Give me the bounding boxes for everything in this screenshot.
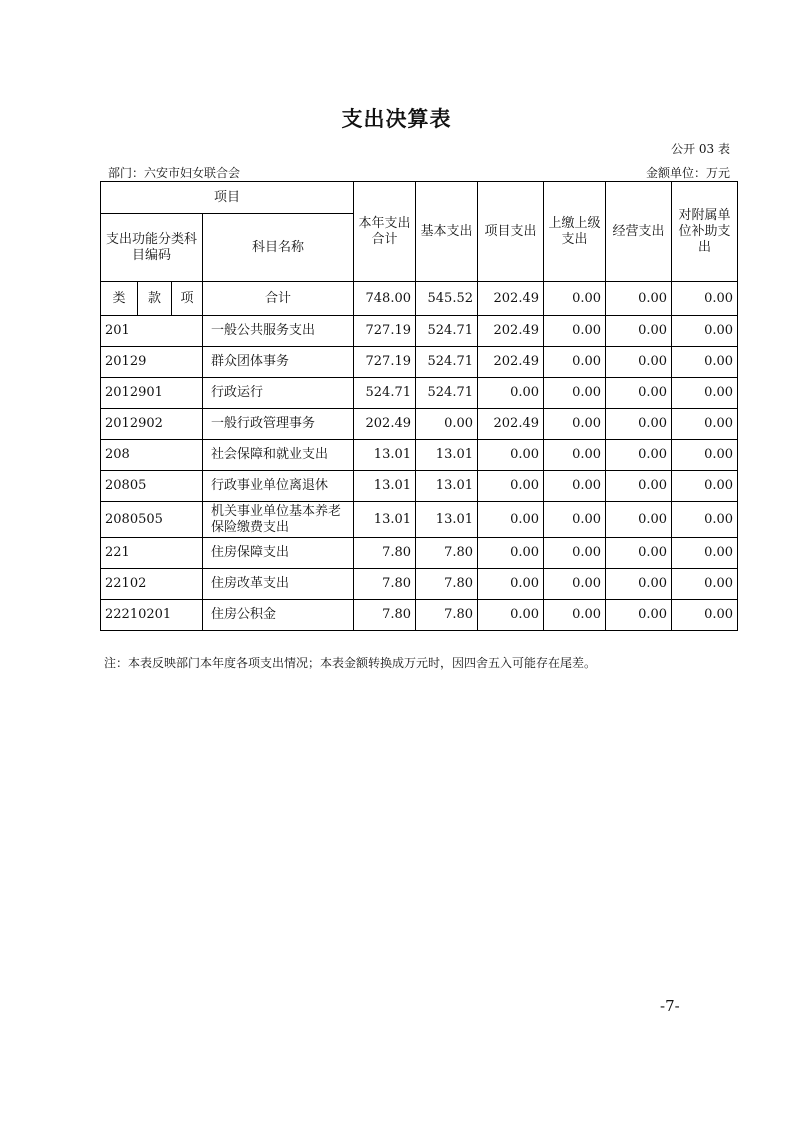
amount-cell: 0.00 bbox=[672, 347, 738, 378]
total-label: 合计 bbox=[203, 282, 354, 316]
amount-cell: 0.00 bbox=[672, 538, 738, 569]
amount-cell: 13.01 bbox=[354, 471, 416, 502]
amount-unit-label: 金额单位：万元 bbox=[645, 166, 730, 180]
subject-code: 208 bbox=[101, 440, 203, 471]
total-value: 202.49 bbox=[478, 282, 544, 316]
amount-cell: 0.00 bbox=[544, 538, 606, 569]
amount-cell: 13.01 bbox=[416, 502, 478, 538]
subject-name: 机关事业单位基本养老保险缴费支出 bbox=[203, 502, 354, 538]
amount-cell: 0.00 bbox=[606, 471, 672, 502]
total-value: 0.00 bbox=[544, 282, 606, 316]
department-label: 部门：六安市妇女联合会 bbox=[108, 166, 241, 180]
document-title: 支出决算表 bbox=[341, 106, 452, 131]
subject-name: 行政事业单位离退休 bbox=[203, 471, 354, 502]
table-row bbox=[101, 538, 738, 569]
amount-cell: 524.71 bbox=[416, 347, 478, 378]
header-code-group: 支出功能分类科目编码 bbox=[101, 214, 203, 282]
table-row bbox=[101, 502, 738, 538]
subject-code: 22210201 bbox=[101, 600, 203, 631]
amount-cell: 13.01 bbox=[354, 440, 416, 471]
table-row bbox=[101, 316, 738, 347]
footnote: 注：本表反映部门本年度各项支出情况；本表金额转换成万元时，因四舍五入可能存在尾差。 bbox=[104, 656, 597, 670]
amount-cell: 727.19 bbox=[354, 316, 416, 347]
subject-name: 一般行政管理事务 bbox=[203, 409, 354, 440]
subject-code: 2012902 bbox=[101, 409, 203, 440]
amount-cell: 0.00 bbox=[416, 409, 478, 440]
table-row bbox=[101, 409, 738, 440]
total-value: 748.00 bbox=[354, 282, 416, 316]
amount-cell: 0.00 bbox=[478, 569, 544, 600]
amount-cell: 0.00 bbox=[478, 378, 544, 409]
amount-cell: 7.80 bbox=[416, 569, 478, 600]
amount-cell: 0.00 bbox=[672, 569, 738, 600]
amount-cell: 0.00 bbox=[544, 409, 606, 440]
amount-cell: 7.80 bbox=[416, 600, 478, 631]
amount-cell: 13.01 bbox=[354, 502, 416, 538]
subject-name: 住房保障支出 bbox=[203, 538, 354, 569]
amount-cell: 0.00 bbox=[606, 440, 672, 471]
table-row bbox=[101, 471, 738, 502]
subject-code: 22102 bbox=[101, 569, 203, 600]
amount-cell: 0.00 bbox=[478, 538, 544, 569]
amount-cell: 0.00 bbox=[478, 471, 544, 502]
subject-code: 2080505 bbox=[101, 502, 203, 538]
amount-cell: 0.00 bbox=[606, 409, 672, 440]
amount-cell: 0.00 bbox=[672, 502, 738, 538]
total-value: 545.52 bbox=[416, 282, 478, 316]
amount-cell: 0.00 bbox=[478, 600, 544, 631]
table-row bbox=[101, 378, 738, 409]
amount-cell: 0.00 bbox=[544, 502, 606, 538]
header-subject-name: 科目名称 bbox=[203, 214, 354, 282]
header-total: 本年支出合计 bbox=[354, 182, 416, 282]
amount-cell: 7.80 bbox=[416, 538, 478, 569]
amount-cell: 7.80 bbox=[354, 538, 416, 569]
amount-cell: 0.00 bbox=[544, 440, 606, 471]
amount-cell: 524.71 bbox=[416, 378, 478, 409]
subject-name: 行政运行 bbox=[203, 378, 354, 409]
form-number: 公开 03 表 bbox=[671, 142, 730, 156]
subject-code: 20805 bbox=[101, 471, 203, 502]
amount-cell: 0.00 bbox=[606, 316, 672, 347]
subject-name: 住房公积金 bbox=[203, 600, 354, 631]
subject-code: 20129 bbox=[101, 347, 203, 378]
amount-cell: 202.49 bbox=[354, 409, 416, 440]
amount-cell: 7.80 bbox=[354, 569, 416, 600]
amount-cell: 727.19 bbox=[354, 347, 416, 378]
table-row bbox=[101, 569, 738, 600]
subject-name: 群众团体事务 bbox=[203, 347, 354, 378]
amount-cell: 0.00 bbox=[672, 378, 738, 409]
amount-cell: 0.00 bbox=[478, 502, 544, 538]
subject-code: 2012901 bbox=[101, 378, 203, 409]
amount-cell: 13.01 bbox=[416, 471, 478, 502]
header-lei: 类 bbox=[101, 282, 138, 316]
table-row bbox=[101, 347, 738, 378]
header-xiang: 项 bbox=[172, 282, 203, 316]
amount-cell: 7.80 bbox=[354, 600, 416, 631]
amount-cell: 524.71 bbox=[354, 378, 416, 409]
amount-cell: 0.00 bbox=[672, 316, 738, 347]
total-value: 0.00 bbox=[606, 282, 672, 316]
amount-cell: 0.00 bbox=[606, 378, 672, 409]
amount-cell: 0.00 bbox=[672, 440, 738, 471]
header-project-expenditure: 项目支出 bbox=[478, 182, 544, 282]
total-row bbox=[101, 282, 738, 316]
subject-name: 一般公共服务支出 bbox=[203, 316, 354, 347]
page-number: -7- bbox=[660, 997, 680, 1015]
amount-cell: 0.00 bbox=[672, 409, 738, 440]
subject-name: 住房改革支出 bbox=[203, 569, 354, 600]
subject-code: 201 bbox=[101, 316, 203, 347]
amount-cell: 0.00 bbox=[672, 471, 738, 502]
amount-cell: 202.49 bbox=[478, 347, 544, 378]
amount-cell: 0.00 bbox=[544, 569, 606, 600]
subject-name: 社会保障和就业支出 bbox=[203, 440, 354, 471]
amount-cell: 0.00 bbox=[606, 569, 672, 600]
expenditure-table bbox=[100, 181, 738, 631]
table-row bbox=[101, 600, 738, 631]
amount-cell: 0.00 bbox=[544, 316, 606, 347]
amount-cell: 0.00 bbox=[606, 538, 672, 569]
amount-cell: 0.00 bbox=[606, 600, 672, 631]
header-subsidiary: 对附属单位补助支出 bbox=[672, 182, 738, 282]
amount-cell: 202.49 bbox=[478, 409, 544, 440]
subject-code: 221 bbox=[101, 538, 203, 569]
amount-cell: 0.00 bbox=[606, 347, 672, 378]
amount-cell: 0.00 bbox=[544, 378, 606, 409]
header-kuan: 款 bbox=[138, 282, 172, 316]
amount-cell: 0.00 bbox=[478, 440, 544, 471]
amount-cell: 0.00 bbox=[544, 347, 606, 378]
header-superior: 上缴上级支出 bbox=[544, 182, 606, 282]
amount-cell: 0.00 bbox=[672, 600, 738, 631]
table-row bbox=[101, 440, 738, 471]
header-operating: 经营支出 bbox=[606, 182, 672, 282]
header-project: 项目 bbox=[101, 182, 354, 214]
amount-cell: 0.00 bbox=[544, 600, 606, 631]
header-basic: 基本支出 bbox=[416, 182, 478, 282]
total-value: 0.00 bbox=[672, 282, 738, 316]
amount-cell: 13.01 bbox=[416, 440, 478, 471]
amount-cell: 0.00 bbox=[544, 471, 606, 502]
amount-cell: 0.00 bbox=[606, 502, 672, 538]
amount-cell: 524.71 bbox=[416, 316, 478, 347]
amount-cell: 202.49 bbox=[478, 316, 544, 347]
